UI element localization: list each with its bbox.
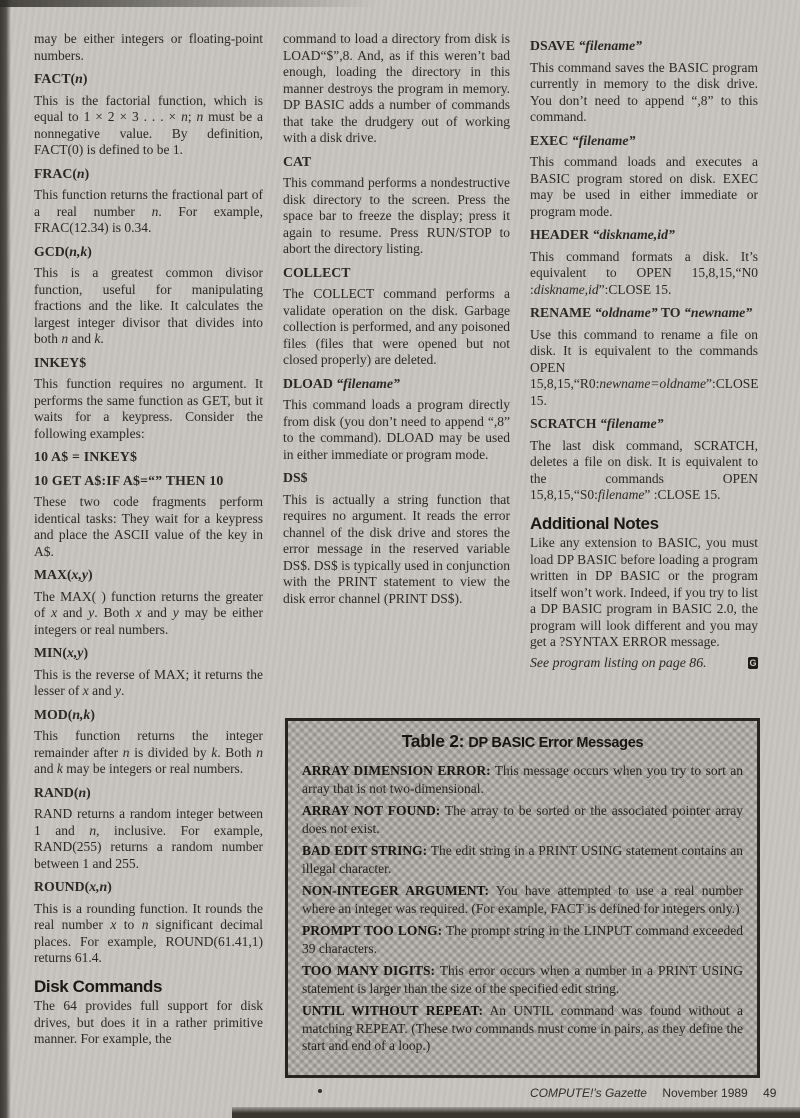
page-number: 49 bbox=[763, 1086, 777, 1100]
command-heading: DLOAD “filename” bbox=[283, 375, 400, 391]
signoff-line bbox=[530, 655, 758, 672]
error-term: PROMPT TOO LONG: bbox=[302, 923, 443, 938]
text-column-1 bbox=[34, 31, 263, 1077]
table-title-prefix: Table 2: bbox=[401, 731, 465, 751]
section-heading: Disk Commands bbox=[34, 976, 163, 996]
paragraph: This is actually a string function that requires no argument. It reads the error channel of the disk drive and stores the error message in the reserved variable DS$. DS$ is typically used in conjunction with the PRINT statement to view the disk error channel (PRINT DS$). bbox=[283, 491, 510, 606]
paragraph: Use this command to rename a file on disk. It is equivalent to the commands OPEN 15,8,15,“R0:newname=oldname”:CLOSE 15. bbox=[530, 326, 758, 408]
end-of-article-mark: G bbox=[749, 657, 757, 668]
paragraph: The last disk command, SCRATCH, deletes a file on disk. It is equivalent to the commands OPEN 15,8,15,“S0:filename” :CLOSE 15. bbox=[530, 437, 758, 502]
error-term: ARRAY NOT FOUND: bbox=[302, 803, 441, 818]
text-column-2 bbox=[283, 31, 510, 709]
paragraph: This function returns the fractional part of a real number n. For example, FRAC(12.34) is 0.34. bbox=[34, 187, 263, 235]
error-message-entry: PROMPT TOO LONG: The prompt string in the LINPUT command exceeded 39 characters. bbox=[302, 923, 743, 956]
paragraph: The 64 provides full support for disk drives, but does it in a rather primitive manner. For example, the bbox=[34, 998, 263, 1046]
error-message-entry: NON-INTEGER ARGUMENT: You have attempted to use a real number where an integer was required. (For example, FACT is defined for integers only.) bbox=[302, 883, 743, 916]
command-heading: INKEY$ bbox=[34, 354, 87, 370]
error-term: TOO MANY DIGITS: bbox=[302, 963, 435, 978]
command-heading: HEADER “diskname,id” bbox=[530, 227, 675, 242]
code-line: 10 A$ = INKEY$ bbox=[34, 449, 138, 464]
paragraph: This command saves the BASIC program currently in memory to the disk drive. You don’t need to append “,8” to this command. bbox=[530, 59, 758, 124]
signoff-text: See program listing on page 86. bbox=[530, 654, 707, 670]
paragraph: This is a rounding function. It rounds the real number x to n significant decimal places. For example, ROUND(61.41,1) returns 61.4. bbox=[34, 900, 263, 965]
scan-left-edge bbox=[0, 0, 11, 1118]
paragraph: This command loads a program directly from disk (you don’t need to append “,8” to the command). DLOAD may be used in either immediate or program mode. bbox=[283, 397, 510, 462]
command-heading: MIN(x,y) bbox=[34, 645, 89, 660]
error-message-entry: TOO MANY DIGITS: This error occurs when a number in a PRINT USING statement is larger than the size of the specified edit string. bbox=[302, 963, 743, 996]
paragraph: command to load a directory from disk is LOAD“$”,8. And, as if this weren’t bad enough, loading the directory in this manner destroys the program in memory. DP BASIC adds a number of commands that take the drudgery out of working with a disk drive. bbox=[283, 31, 510, 145]
issue-date: November 1989 bbox=[662, 1086, 748, 1100]
paragraph: This command formats a disk. It’s equivalent to OPEN 15,8,15,“N0 :diskname,id”:CLOSE 15. bbox=[530, 248, 758, 297]
scan-top-edge bbox=[0, 0, 420, 7]
error-message-entry: BAD EDIT STRING: The edit string in a PRINT USING statement contains an illegal character. bbox=[302, 843, 743, 876]
command-heading: EXEC “filename” bbox=[530, 132, 636, 148]
command-heading: FACT(n) bbox=[34, 71, 88, 86]
paragraph: This function requires no argument. It performs the same function as GET, but it waits for a keypress. Consider the following examples: bbox=[34, 376, 263, 441]
error-message-entry: ARRAY DIMENSION ERROR: This message occurs when you try to sort an array that is not two-dimensional. bbox=[302, 763, 743, 796]
command-heading: ROUND(x,n) bbox=[34, 879, 112, 894]
error-term: BAD EDIT STRING: bbox=[302, 843, 428, 858]
table-entries bbox=[302, 762, 743, 1055]
command-heading: RENAME “oldname” TO “newname” bbox=[530, 305, 753, 320]
code-line: 10 GET A$:IF A$=“” THEN 10 bbox=[34, 472, 224, 488]
footnote-dot bbox=[318, 1089, 322, 1093]
paragraph: These two code fragments perform identical tasks: They wait for a keypress and place the ASCII value of the key in A$. bbox=[34, 494, 263, 559]
command-heading: SCRATCH “filename” bbox=[530, 416, 664, 431]
command-heading: COLLECT bbox=[283, 264, 351, 280]
paragraph: This is a greatest common divisor function, useful for manipulating fractions and the like. It calculates the largest integer divisor that divides into both n and k. bbox=[34, 265, 263, 346]
error-term: UNTIL WITHOUT REPEAT: bbox=[302, 1003, 483, 1018]
scan-bottom-edge bbox=[232, 1107, 800, 1118]
error-message-entry: UNTIL WITHOUT REPEAT: An UNTIL command was found without a matching REPEAT. (These two commands must come in pairs, as they define the start and end of a loop.) bbox=[302, 1003, 743, 1053]
section-heading: Additional Notes bbox=[530, 513, 659, 533]
command-heading: DSAVE “filename” bbox=[530, 38, 643, 53]
error-term: ARRAY DIMENSION ERROR: bbox=[302, 763, 491, 778]
paragraph: The COLLECT command performs a validate operation on the disk. Garbage collection is performed, and any poisoned files (files that were opened but not closed properly) are deleted. bbox=[283, 286, 510, 367]
command-heading: RAND(n) bbox=[34, 784, 91, 800]
paragraph: RAND returns a random integer between 1 and n, inclusive. For example, RAND(255) returns a random number between 1 and 255. bbox=[34, 806, 263, 871]
error-message-entry: ARRAY NOT FOUND: The array to be sorted or the associated pointer array does not exist. bbox=[302, 803, 743, 836]
table-title-text: DP BASIC Error Messages bbox=[468, 735, 644, 751]
magazine-name: COMPUTE!'s Gazette bbox=[530, 1086, 647, 1100]
command-heading: GCD(n,k) bbox=[34, 243, 92, 259]
error-term: NON-INTEGER ARGUMENT: bbox=[302, 883, 489, 898]
command-heading: MAX(x,y) bbox=[34, 567, 93, 582]
paragraph: Like any extension to BASIC, you must load DP BASIC before loading a program written in DP BASIC or the program itself won’t work. Indeed, if you try to list a DP BASIC program in BASIC 2.0, the program will look different and you may get a ?SYNTAX ERROR message. bbox=[530, 535, 758, 649]
command-heading: FRAC(n) bbox=[34, 165, 90, 181]
paragraph: This command performs a nondestructive disk directory to the screen. Press the space bar to freeze the display; press it again to resume. Press RUN/STOP to abort the directory listing. bbox=[283, 175, 510, 256]
paragraph: may be either integers or floating-point numbers. bbox=[34, 31, 263, 63]
paragraph: This command loads and executes a BASIC program stored on disk. EXEC may be used in either immediate or program mode. bbox=[530, 154, 758, 219]
command-heading: CAT bbox=[283, 153, 312, 169]
error-messages-table bbox=[285, 718, 760, 1078]
table-title bbox=[302, 731, 743, 752]
paragraph: The MAX( ) function returns the greater of x and y. Both x and y may be either integers or real numbers. bbox=[34, 588, 263, 637]
command-heading: MOD(n,k) bbox=[34, 706, 95, 722]
paragraph: This function returns the integer remainder after n is divided by k. Both n and k may be integers or real numbers. bbox=[34, 728, 263, 776]
page-footer bbox=[530, 1086, 777, 1100]
paragraph: This is the factorial function, which is equal to 1 × 2 × 3 . . . × n; n must be a nonnegative value. By definition, FACT(0) is defined to be 1. bbox=[34, 92, 263, 157]
command-heading: DS$ bbox=[283, 470, 308, 485]
paragraph: This is the reverse of MAX; it returns the lesser of x and y. bbox=[34, 666, 263, 698]
text-column-3 bbox=[530, 31, 758, 709]
